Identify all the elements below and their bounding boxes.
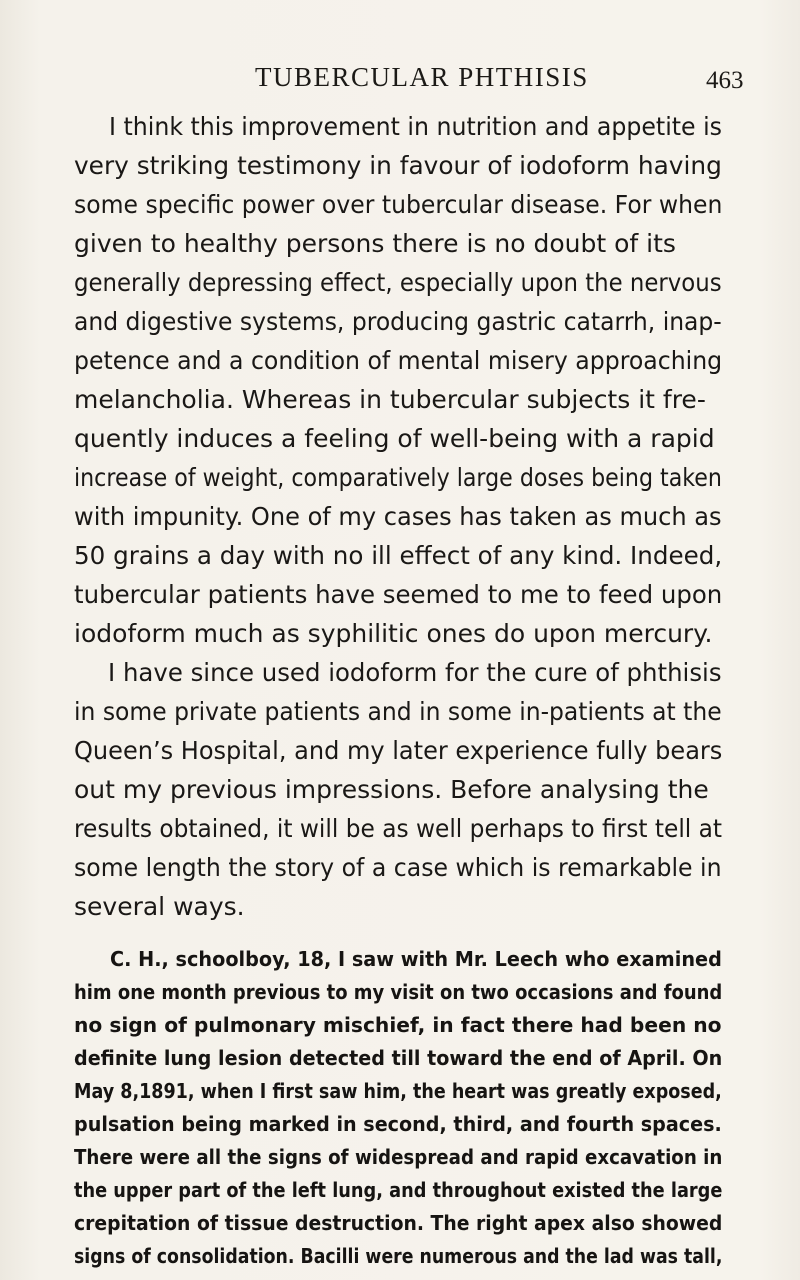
text-line: petence and a condition of mental misery approaching (74, 346, 723, 375)
text-line: definite lung lesion detected till toward the end of April. On (74, 1046, 723, 1070)
text-line: tubercular patients have seemed to me to feed upon (74, 580, 723, 609)
text-line: some length the story of a case which is remarkable in (74, 853, 722, 882)
text-line: quently induces a feeling of well-being with a rapid (74, 424, 715, 453)
text-line: May 8,1891, when I first saw him, the heart was greatly exposed, (74, 1079, 722, 1103)
text-line: increase of weight, comparatively large doses being taken (74, 463, 722, 492)
text-line: the upper part of the left lung, and throughout existed the large (74, 1178, 723, 1202)
text-line: results obtained, it will be as well perhaps to first tell at (74, 814, 723, 843)
text-line: and digestive systems, producing gastric catarrh, inap- (74, 307, 722, 336)
text-line: generally depressing effect, especially upon the nervous (74, 268, 722, 297)
text-line: pulsation being marked in second, third, and fourth spaces. (74, 1112, 722, 1136)
page-number: 463 (706, 67, 744, 94)
text-line: Queen’s Hospital, and my later experience fully bears (74, 736, 723, 765)
running-header: TUBERCULAR PHTHISIS (255, 62, 589, 92)
text-line: iodoform much as syphilitic ones do upon mercury. (74, 619, 713, 648)
text-line: no sign of pulmonary mischief, in fact there had been no (74, 1013, 722, 1037)
text-line: melancholia. Whereas in tubercular subjects it fre- (74, 385, 706, 414)
text-line: him one month previous to my visit on two occasions and found (74, 980, 723, 1004)
text-line: signs of consolidation. Bacilli were numerous and the lad was tall, (74, 1244, 723, 1268)
text-line: I have since used iodoform for the cure of phthisis (108, 658, 722, 687)
text-line: very striking testimony in favour of iodoform having (74, 151, 722, 180)
text-line: some specific power over tubercular disease. For when (74, 190, 723, 219)
text-line: I think this improvement in nutrition and appetite is (109, 112, 723, 141)
text-line: out my previous impressions. Before analysing the (74, 775, 709, 804)
text-line: given to healthy persons there is no doubt of its (74, 229, 676, 258)
text-line: crepitation of tissue destruction. The right apex also showed (74, 1211, 723, 1235)
text-line: C. H., schoolboy, 18, I saw with Mr. Leech who examined (110, 947, 722, 971)
text-line: in some private patients and in some in-patients at the (74, 697, 722, 726)
text-line: 50 grains a day with no ill effect of any kind. Indeed, (74, 541, 723, 570)
text-line: with impunity. One of my cases has taken as much as (74, 502, 722, 531)
text-line: several ways. (74, 892, 245, 921)
text-line: There were all the signs of widespread and rapid excavation in (74, 1145, 723, 1169)
